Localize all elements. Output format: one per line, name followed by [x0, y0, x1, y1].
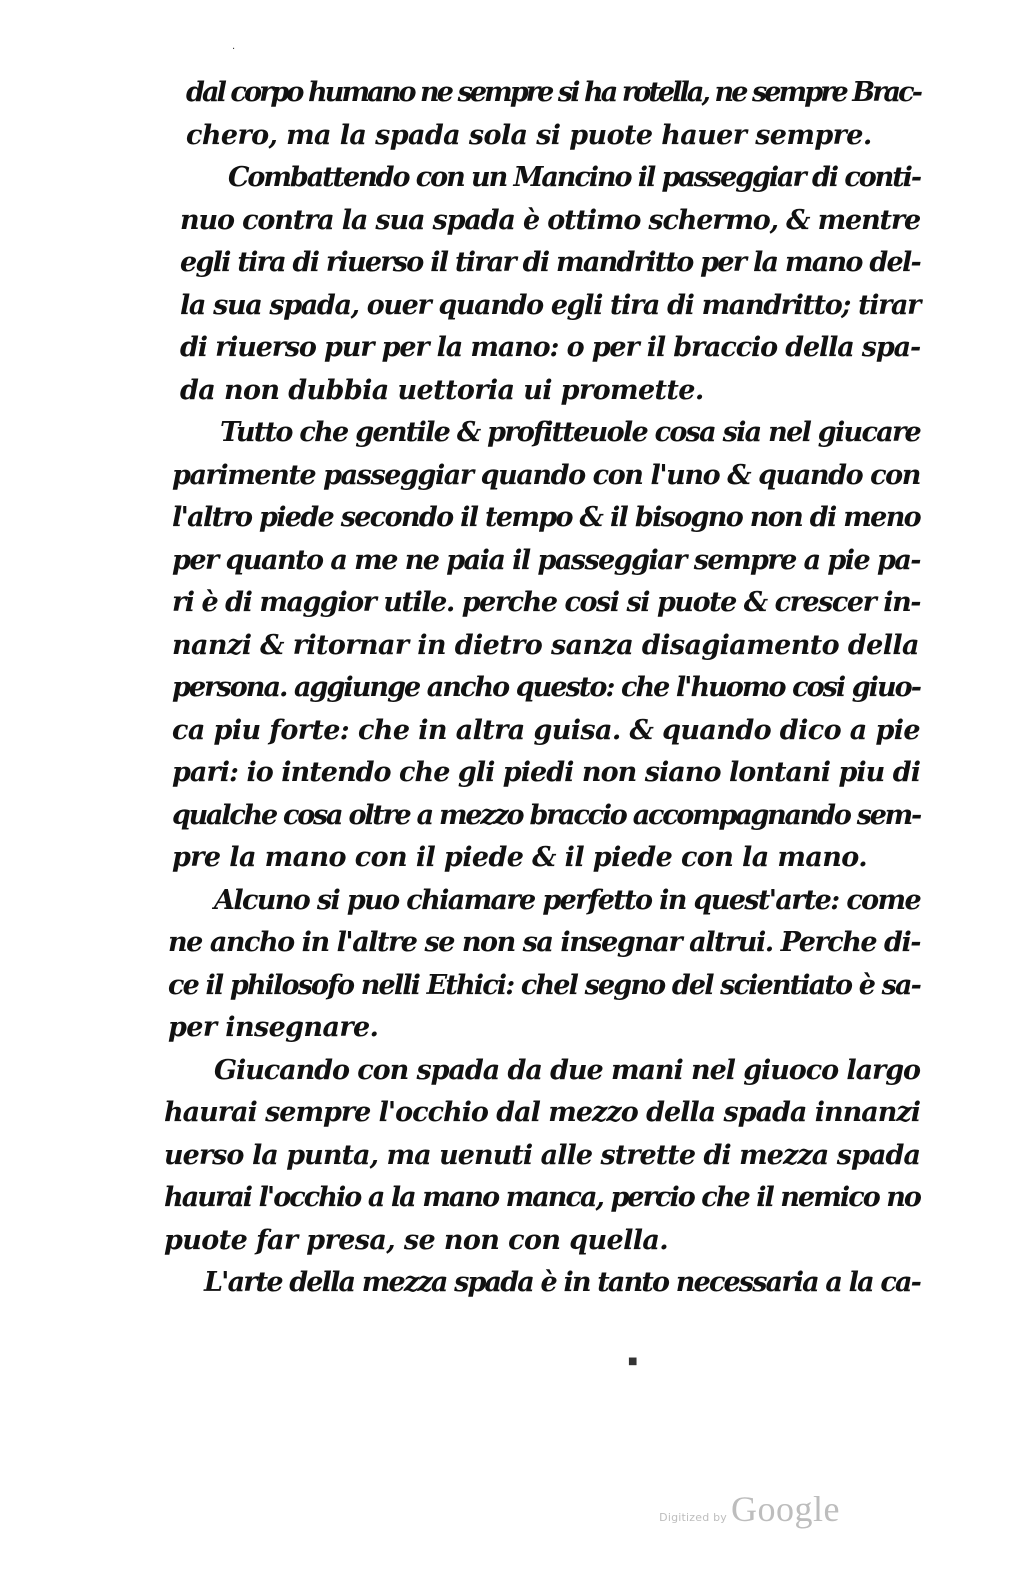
text-line: L'arte della mezza spada è in tanto necessaria a la ca-: [204, 1267, 920, 1298]
text-line: persona. aggiunge ancho questo: che l'huomo cosi giuo-: [172, 672, 920, 703]
text-line: da non dubbia uettoria ui promette.: [180, 374, 704, 406]
text-line: qualche cosa oltre a mezzo braccio accompagnando sem-: [172, 799, 920, 831]
text-line: haurai l'occhio a la mano manca, percio che il nemico no: [164, 1182, 920, 1213]
text-line: ri è di maggior utile. perche cosi si puote & crescer in-: [172, 587, 920, 618]
text-line: pari: io intendo che gli piedi non siano lontani piu di: [172, 757, 920, 788]
google-logo: Google: [731, 1489, 840, 1529]
text-line: chero, ma la spada sola si puote hauer sempre.: [186, 119, 872, 151]
text-line: parimente passeggiar quando con l'uno & quando con: [172, 459, 920, 491]
text-line: ne ancho in l'altre se non sa insegnar altrui. Perche di-: [168, 927, 920, 958]
text-line: Combattendo con un Mancino il passeggiar di conti-: [228, 162, 920, 193]
text-line: ca piu forte: che in altra guisa. & quando dico a pie: [172, 714, 920, 746]
text-line: nanzi & ritornar in dietro sanza disagiamento della: [172, 629, 919, 661]
text-line: per quanto a me ne paia il passeggiar sempre a pie pa-: [172, 544, 920, 576]
text-line: ce il philosofo nelli Ethici: chel segno del scientiato è sa-: [168, 969, 920, 1001]
stray-mark: ■: [628, 1356, 638, 1367]
text-line: Tutto che gentile & profitteuole cosa sia nel giucare: [220, 417, 920, 448]
text-line: uerso la punta, ma uenuti alle strette di mezza spada: [164, 1139, 920, 1171]
text-line: di riuerso pur per la mano: o per il braccio della spa-: [180, 332, 920, 363]
text-line: per insegnare.: [168, 1012, 379, 1043]
page-text: [160, 72, 920, 1305]
text-line: l'altro piede secondo il tempo & il bisogno non di meno: [172, 502, 920, 533]
text-line: haurai sempre l'occhio dal mezzo della spada innanzi: [164, 1097, 920, 1128]
text-line: pre la mano con il piede & il piede con la mano.: [172, 842, 868, 873]
text-line: egli tira di riuerso il tirar di mandritto per la mano del-: [180, 247, 920, 278]
digitized-by-google-watermark: [659, 1488, 840, 1528]
text-line: nuo contra la sua spada è ottimo schermo, & mentre: [180, 204, 920, 236]
stray-mark: ·: [232, 44, 236, 55]
text-line: Alcuno si puo chiamare perfetto in quest'arte: come: [214, 884, 920, 916]
text-line: puote far presa, se non con quella.: [164, 1224, 669, 1256]
text-line: Giucando con spada da due mani nel giuoco largo: [214, 1054, 920, 1086]
text-line: la sua spada, ouer quando egli tira di mandritto; tirar: [180, 289, 920, 321]
text-line: dal corpo humano ne sempre si ha rotella, ne sempre Brac-: [186, 77, 920, 108]
watermark-prefix: Digitized by: [659, 1511, 728, 1524]
